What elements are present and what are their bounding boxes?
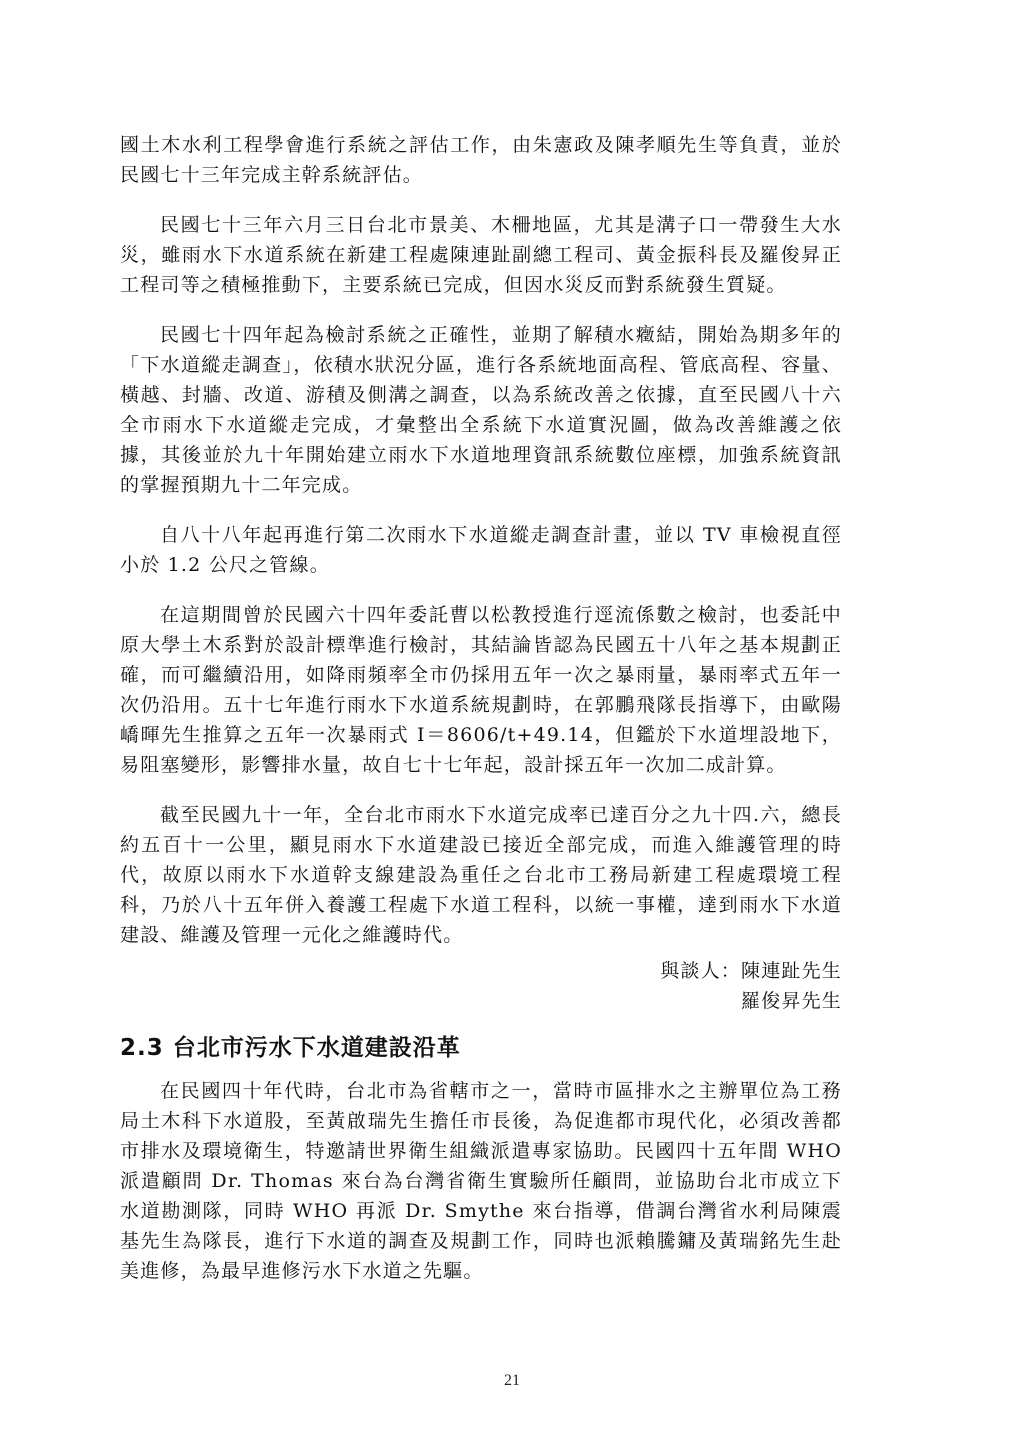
- interviewee-line-1: 與談人：陳連趾先生: [660, 960, 842, 982]
- paragraph-sewer-history: 在民國四十年代時，台北市為省轄市之一，當時市區排水之主辦單位為工務局土木科下水道股，至黃啟瑞先生擔任市長後，為促進都市現代化，必須改善都市排水及環境衛生，特邀請世界衛生組織派遣專家協助。民國四十五年間 WHO 派遣顧問 Dr. Thomas 來台為台灣省衛生實驗所任顧問，並協助台北市成立下水道勘測隊，同時 WHO 再派 Dr. Smythe 來台指導，借調台灣省水利局陳震基先生為隊長，進行下水道的調查及規劃工作，同時也派賴騰鏞及黃瑞銘先生赴美進修，為最早進修污水下水道之先驅。: [120, 1080, 842, 1282]
- paragraph-flood-1984: 民國七十三年六月三日台北市景美、木柵地區，尤其是溝子口一帶發生大水災，雖雨水下水道系統在新建工程處陳連趾副總工程司、黃金振科長及羅俊昇正工程司等之積極推動下，主要系統已完成，但因水災反而對系統發生質疑。: [120, 214, 842, 296]
- page-number: 21: [504, 1372, 520, 1389]
- interviewee-signature: [120, 956, 842, 1016]
- paragraph-completion-rate: 截至民國九十一年，全台北市雨水下水道完成率已達百分之九十四.六，總長約五百十一公里，顯見雨水下水道建設已接近全部完成，而進入維護管理的時代，故原以雨水下水道幹支線建設為重任之台北市工務局新建工程處環境工程科，乃於八十五年併入養護工程處下水道工程科，以統一事權，達到雨水下水道建設、維護及管理一元化之維護時代。: [120, 804, 842, 946]
- paragraph-second-survey: 自八十八年起再進行第二次雨水下水道縱走調查計畫，並以 TV 車檢視直徑小於 1.2 公尺之管線。: [120, 524, 842, 576]
- paragraph-design-standard: 在這期間曾於民國六十四年委託曹以松教授進行逕流係數之檢討，也委託中原大學土木系對於設計標準進行檢討，其結論皆認為民國五十八年之基本規劃正確，而可繼續沿用，如降雨頻率全市仍採用五年一次之暴雨量，暴雨率式五年一次仍沿用。五十七年進行雨水下水道系統規劃時，在郭鵬飛隊長指導下，由歐陽嶠暉先生推算之五年一次暴雨式 I＝8606/t+49.14，但鑑於下水道埋設地下，易阻塞變形，影響排水量，故自七十七年起，設計採五年一次加二成計算。: [120, 604, 842, 776]
- paragraph-survey: 民國七十四年起為檢討系統之正確性，並期了解積水癥結，開始為期多年的「下水道縱走調查」，依積水狀況分區，進行各系統地面高程、管底高程、容量、橫越、封牆、改道、游積及側溝之調查，以為系統改善之依據，直至民國八十六全市雨水下水道縱走完成，才彙整出全系統下水道實況圖，做為改善維護之依據，其後並於九十年開始建立雨水下水道地理資訊系統數位座標，加強系統資訊的掌握預期九十二年完成。: [120, 324, 842, 496]
- paragraph-evaluation: 國土木水利工程學會進行系統之評估工作，由朱憲政及陳孝順先生等負責，並於民國七十三年完成主幹系統評估。: [120, 134, 842, 186]
- interviewee-line-2: 羅俊昇先生: [740, 990, 842, 1012]
- section-heading: 2.3 台北市污水下水道建設沿革: [120, 1035, 461, 1061]
- document-body: [120, 130, 842, 1306]
